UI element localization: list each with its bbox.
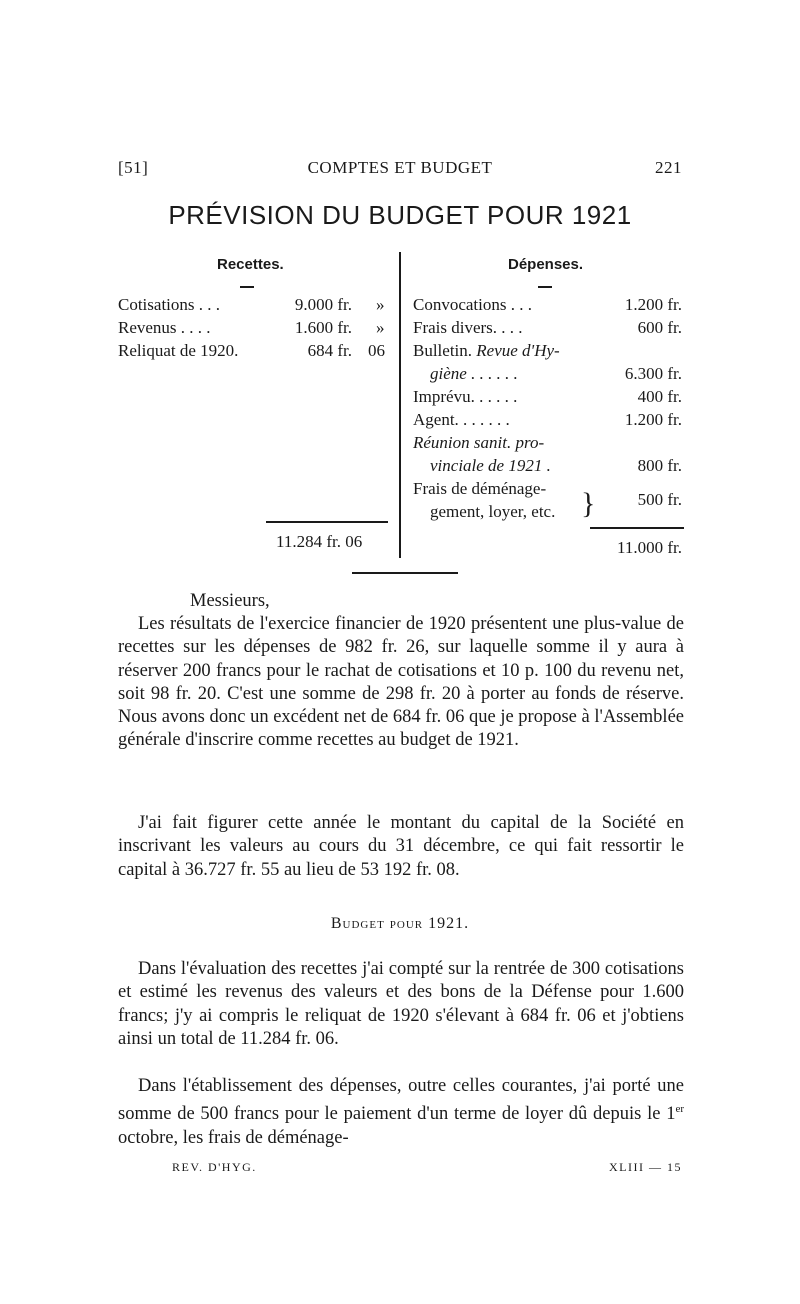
recettes-amount: 9.000 fr.: [294, 295, 352, 314]
depenses-label: Réunion sanit. pro-: [413, 433, 545, 452]
depenses-amount: 800 fr.: [637, 456, 682, 475]
recettes-label: Reliquat de 1920.: [118, 341, 239, 360]
salutation: [118, 590, 684, 613]
recettes-amount: 1.600 fr.: [294, 318, 352, 337]
right-brace: }: [581, 487, 596, 520]
recettes-heading: Recettes.: [217, 256, 284, 273]
section-separator: [352, 572, 458, 574]
depenses-label: gement, loyer, etc.: [430, 502, 556, 521]
recettes-label: Revenus . . . .: [118, 318, 211, 337]
recettes-total-rule: [266, 521, 388, 523]
paragraph-1: Les résultats de l'exercice financier de 1920 présentent une plus-value de recettes sur les dépenses de 982 fr. 26, sur laquelle somme il y aura à réserver 200 francs pour le rachat de cotisations et 10 p. 100 du revenu net, soit 98 fr. 20. C'est une somme de 298 fr. 20 à porter au fonds de réserve. Nous avons donc un excédent net de 684 fr. 06 que je propose à l'Assemblée générale d'inscrire comme recettes au budget de 1921.: [118, 614, 684, 751]
page-number: 221: [655, 158, 682, 177]
footer-signature: XLIII — 15: [609, 1160, 682, 1174]
paragraph-3: Dans l'évaluation des recettes j'ai compté sur la rentrée de 300 cotisations et estimé les revenus des valeurs et des bons de la Défense pour 1.600 francs; j'y ai compris le reliquat de 1920 s'élevant à 684 fr. 06 et j'obtiens ainsi un total de 11.284 fr. 06.: [118, 959, 684, 1049]
depenses-label: Convocations . . .: [413, 295, 532, 314]
depenses-label: Agent. . . . . . .: [413, 410, 510, 429]
recettes-label: Cotisations . . .: [118, 295, 221, 314]
recettes-row: [118, 293, 220, 316]
depenses-heading: Dépenses.: [508, 256, 584, 273]
depenses-label: Frais de déménage-: [413, 479, 547, 498]
depenses-amount: 6.300 fr.: [624, 364, 682, 383]
ordinal-superscript: er: [675, 1103, 684, 1116]
depenses-amount: 600 fr.: [637, 318, 682, 337]
page-title: PRÉVISION DU BUDGET POUR 1921: [168, 200, 632, 230]
recettes-cents: 06: [368, 341, 385, 360]
depenses-total-rule: [590, 527, 684, 529]
salutation-text: Messieurs,: [190, 591, 270, 611]
depenses-amount: 1.200 fr.: [624, 295, 682, 314]
depenses-label: Imprévu. . . . . .: [413, 387, 518, 406]
recettes-cents: »: [376, 295, 385, 314]
depenses-label: giène . . . . . .: [430, 364, 518, 383]
page-section-number: [51]: [118, 158, 149, 177]
depenses-label-part: Bulletin.: [413, 341, 473, 360]
depenses-label: Frais divers. . . .: [413, 318, 523, 337]
paragraph-4-text-end: octobre, les frais de déménage-: [118, 1127, 349, 1148]
recettes-cents: »: [376, 318, 385, 337]
column-divider: [399, 252, 401, 558]
paragraph-4: [118, 1075, 684, 1150]
paragraph-4-text: Dans l'établissement des dépenses, outre celles courantes, j'ai porté une somme de 500 francs pour le paiement d'un terme de loyer dû depuis le 1: [118, 1076, 684, 1125]
depenses-amount: 500 fr.: [637, 490, 682, 509]
running-title: COMPTES ET BUDGET: [307, 158, 493, 177]
depenses-heading-dash: [538, 286, 552, 288]
recettes-row: [118, 339, 238, 362]
recettes-row: [118, 316, 211, 339]
subheading: Budget pour 1921.: [330, 915, 470, 932]
recettes-heading-dash: [240, 286, 254, 288]
depenses-label: [413, 339, 560, 362]
depenses-label-italic: Revue d'Hy-: [476, 341, 560, 360]
recettes-amount: 684 fr.: [307, 341, 352, 360]
paragraph-2: J'ai fait figurer cette année le montant du capital de la Société en inscrivant les valeurs au cours du 31 décembre, ce qui fait ressortir le capital à 36.727 fr. 55 au lieu de 53 192 fr. 08.: [118, 813, 684, 880]
depenses-total: 11.000 fr.: [616, 538, 682, 557]
depenses-amount: 400 fr.: [637, 387, 682, 406]
depenses-amount: 1.200 fr.: [624, 410, 682, 429]
depenses-label: vinciale de 1921 .: [430, 456, 551, 475]
footer-journal: REV. D'HYG.: [172, 1160, 257, 1174]
recettes-total: 11.284 fr. 06: [276, 532, 363, 551]
